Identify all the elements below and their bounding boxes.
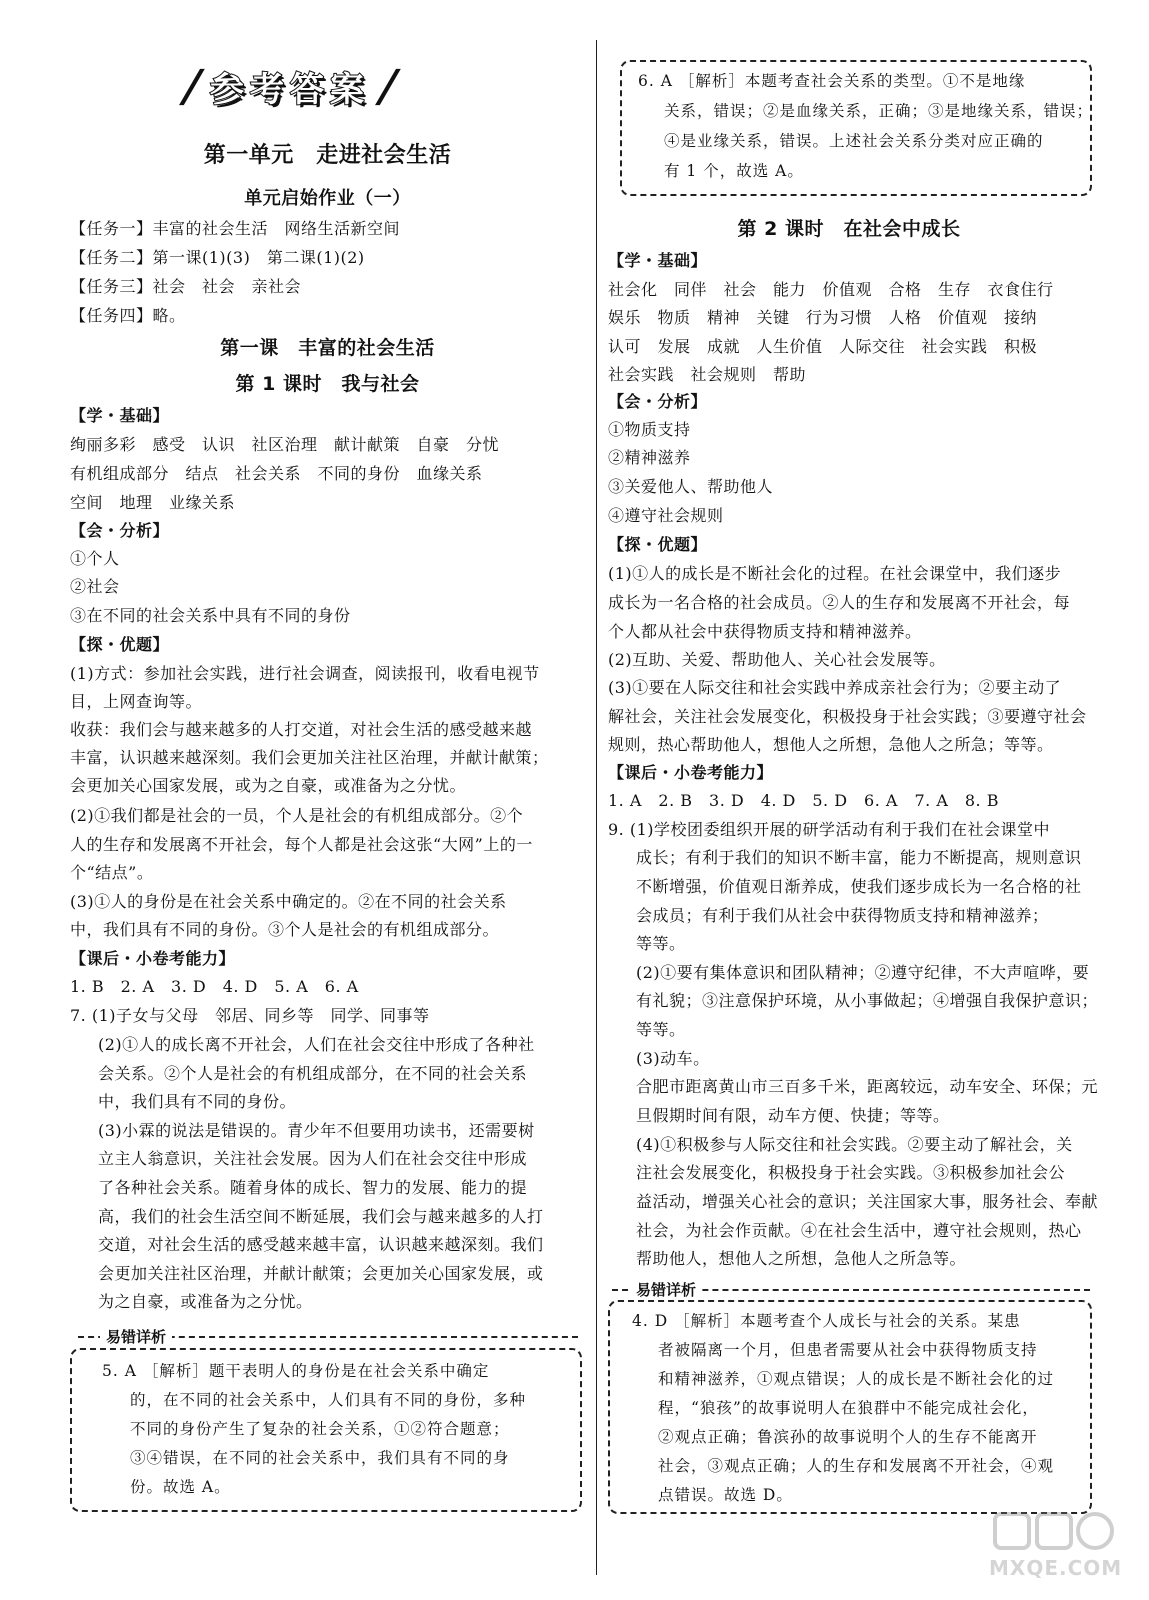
answer-line: 1. A 2. B 3. D 4. D 5. D 6. A 7. A 8. B [608, 791, 999, 810]
section-explore: 【探・优题】 [608, 535, 708, 554]
error-analysis-box-top [620, 60, 1092, 196]
task-line: 【任务三】社会 社会 亲社会 [70, 277, 302, 296]
answer-line: 7. (1)子女与父母 邻居、同乡等 同学、同事等 [70, 1006, 430, 1025]
box-line: 社会，③观点正确；人的生存和发展离不开社会，④观 [658, 1457, 1055, 1475]
column-divider [596, 40, 597, 1575]
text-line: 了各种社会关系。随着身体的成长、智力的发展、能力的提 [98, 1178, 528, 1197]
text-line: (4)①积极参与人际交往和社会实践。②要主动了解社会，关 [636, 1135, 1073, 1154]
text-line: 个“结点”。 [70, 863, 154, 882]
text-line: 合肥市距离黄山市三百多千米，距离较远，动车安全、环保；元 [636, 1077, 1099, 1096]
answer-line: 1. B 2. A 3. D 4. D 5. A 6. A [70, 977, 359, 996]
banner-slash-right: / [373, 60, 403, 112]
box-line: 不同的身份产生了复杂的社会关系，①②符合题意； [130, 1420, 510, 1438]
text-line: 注社会发展变化，积极投身于社会实践。③积极参加社会公 [636, 1163, 1066, 1182]
box-line: 和精神滋养，①观点错误；人的成长是不断社会化的过 [658, 1370, 1055, 1388]
text-line: 认可 发展 成就 人生价值 人际交往 社会实践 积极 [608, 337, 1038, 356]
text-line: 旦假期时间有限，动车方便、快捷；等等。 [636, 1106, 950, 1125]
box-line: ③④错误，在不同的社会关系中，我们具有不同的身 [130, 1449, 510, 1467]
text-line: (1)①人的成长是不断社会化的过程。在社会课堂中，我们逐步 [608, 564, 1062, 583]
text-line: ②精神滋养 [608, 448, 691, 467]
text-line: 会成员；有利于我们从社会中获得物质支持和精神滋养； [636, 906, 1049, 925]
section-basic: 【学・基础】 [608, 251, 708, 270]
section-explore: 【探・优题】 [70, 635, 170, 654]
section-analysis: 【会・分析】 [70, 521, 170, 540]
text-line: 成长；有利于我们的知识不断丰富，能力不断提高，规则意识 [636, 848, 1082, 867]
text-line: 规则，热心帮助他人，想他人之所想，急他人之所急；等等。 [608, 735, 1054, 754]
box-line: 4. D ［解析］本题考查个人成长与社会的关系。某患 [632, 1312, 1021, 1330]
text-line: (3)①要在人际交往和社会实践中养成亲社会行为；②要主动了 [608, 678, 1062, 697]
period-title: 第 1 课时 我与社会 [235, 373, 420, 395]
text-line: 人的生存和发展离不开社会，每个人都是社会这张“大网”上的一 [70, 835, 533, 854]
text-line: (2)互助、关爱、帮助他人、关心社会发展等。 [608, 650, 946, 669]
section-after-class: 【课后・小卷考能力】 [70, 949, 236, 968]
text-line: 中，我们具有不同的身份。 [98, 1092, 297, 1111]
period-title: 第 2 课时 在社会中成长 [737, 218, 961, 240]
text-line: 娱乐 物质 精神 关键 行为习惯 人格 价值观 接纳 [608, 308, 1038, 327]
text-line: ②社会 [70, 577, 120, 596]
text-line: (3)小霖的说法是错误的。青少年不但要用功读书，还需要树 [98, 1121, 535, 1140]
watermark-logo-icon [989, 1510, 1119, 1556]
task-line: 【任务一】丰富的社会生活 网络生活新空间 [70, 219, 401, 238]
text-line: 不断增强，价值观日渐养成，使我们逐步成长为一名合格的社 [636, 877, 1082, 896]
unit-title: 第一单元 走进社会生活 [203, 143, 452, 168]
text-line: 社会实践 社会规则 帮助 [608, 365, 807, 384]
error-analysis-box [608, 1300, 1092, 1514]
task-line: 【任务二】第一课(1)(3) 第二课(1)(2) [70, 248, 365, 267]
banner-title: 参考答案 [210, 69, 370, 110]
lesson-title: 第一课 丰富的社会生活 [220, 337, 435, 359]
text-line: 成长为一名合格的社会成员。②人的生存和发展离不开社会，每 [608, 593, 1071, 612]
text-line: 丰富，认识越来越深刻。我们会更加关注社区治理，并献计献策； [70, 748, 549, 767]
watermark-text: MXQE.COM [989, 1556, 1123, 1580]
text-line: 社会，为社会作贡献。④在社会生活中，遵守社会规则，热心 [636, 1221, 1082, 1240]
error-analysis-label: 易错详析 [100, 1326, 172, 1347]
text-line: 有礼貌；③注意保护环境，从小事做起；④增强自我保护意识； [636, 991, 1099, 1010]
site-watermark [989, 1510, 1123, 1580]
text-line: 益活动，增强关心社会的意识；关注国家大事，服务社会、奉献 [636, 1192, 1099, 1211]
box-line: 关系，错误；②是血缘关系，正确；③是地缘关系，错误； [664, 102, 1094, 120]
text-line: ①物质支持 [608, 420, 691, 439]
text-line: 等等。 [636, 1020, 686, 1039]
box-line: 的，在不同的社会关系中，人们具有不同的身份，多种 [130, 1391, 527, 1409]
text-line: 交道，对社会生活的感受越来越丰富，认识越来越深刻。我们 [98, 1235, 544, 1254]
text-line: 绚丽多彩 感受 认识 社区治理 献计献策 自豪 分忧 [70, 435, 500, 454]
text-line: 中，我们具有不同的身份。③个人是社会的有机组成部分。 [70, 920, 500, 939]
text-line: 会关系。②个人是社会的有机组成部分，在不同的社会关系 [98, 1064, 528, 1083]
text-line: (1)方式：参加社会实践，进行社会调查，阅读报刊，收看电视节 [70, 664, 540, 683]
text-line: 收获：我们会与越来越多的人打交道，对社会生活的感受越来越 [70, 720, 533, 739]
text-line: ③在不同的社会关系中具有不同的身份 [70, 606, 351, 625]
box-line: ④是业缘关系，错误。上述社会关系分类对应正确的 [664, 132, 1044, 150]
text-line: 个人都从社会中获得物质支持和精神滋养。 [608, 622, 922, 641]
text-line: ①个人 [70, 549, 120, 568]
text-line: 有机组成部分 结点 社会关系 不同的身份 血缘关系 [70, 464, 483, 483]
text-line: ③关爱他人、帮助他人 [608, 477, 774, 496]
text-line: (2)①要有集体意识和团队精神；②遵守纪律，不大声喧哗，要 [636, 963, 1090, 982]
text-line: (3)①人的身份是在社会关系中确定的。②在不同的社会关系 [70, 892, 507, 911]
text-line: 解社会，关注社会发展变化，积极投身于社会实践；③要遵守社会 [608, 707, 1087, 726]
error-analysis-label: 易错详析 [630, 1279, 702, 1300]
text-line: 会更加关心国家发展，或为之自豪，或准备为之分忧。 [70, 776, 467, 795]
text-line: (2)①人的成长离不开社会，人们在社会交往中形成了各种社 [98, 1035, 535, 1054]
text-line: ④遵守社会规则 [608, 506, 724, 525]
text-line: 空间 地理 业缘关系 [70, 493, 236, 512]
text-line: 帮助他人，想他人之所想，急他人之所急等。 [636, 1249, 967, 1268]
error-analysis-box [70, 1348, 582, 1512]
task-line: 【任务四】略。 [70, 306, 186, 325]
text-line: 高，我们的社会生活空间不断延展，我们会与越来越多的人打 [98, 1207, 544, 1226]
section-after-class: 【课后・小卷考能力】 [608, 763, 774, 782]
text-line: 社会化 同伴 社会 能力 价值观 合格 生存 衣食住行 [608, 280, 1054, 299]
text-line: (3)动车。 [636, 1049, 710, 1068]
box-line: 程，“狼孩”的故事说明人在狼群中不能完成社会化， [658, 1399, 1039, 1417]
box-line: ②观点正确；鲁滨孙的故事说明个人的生存不能离开 [658, 1428, 1038, 1446]
section-basic: 【学・基础】 [70, 406, 170, 425]
answer-line: 9. (1)学校团委组织开展的研学活动有利于我们在社会课堂中 [608, 820, 1051, 839]
text-line: 会更加关注社区治理，并献计献策；会更加关心国家发展，或 [98, 1264, 544, 1283]
box-line: 份。故选 A。 [130, 1478, 231, 1496]
text-line: (2)①我们都是社会的一员，个人是社会的有机组成部分。②个 [70, 806, 524, 825]
banner-slash-left: / [177, 60, 207, 112]
box-line: 者被隔离一个月，但患者需要从社会中获得物质支持 [658, 1341, 1038, 1359]
box-line: 6. A ［解析］本题考查社会关系的类型。①不是地缘 [638, 72, 1026, 90]
text-line: 立主人翁意识，关注社会发展。因为人们在社会交往中形成 [98, 1149, 528, 1168]
box-line: 5. A ［解析］题干表明人的身份是在社会关系中确定 [102, 1362, 490, 1380]
box-line: 点错误。故选 D。 [658, 1486, 793, 1504]
text-line: 目，上网查询等。 [70, 692, 203, 711]
text-line: 等等。 [636, 934, 686, 953]
text-line: 为之自豪，或准备为之分忧。 [98, 1292, 313, 1311]
answer-banner [140, 60, 440, 112]
box-line: 有 1 个，故选 A。 [664, 162, 804, 180]
start-assignment-title: 单元启始作业（一） [244, 188, 411, 209]
section-analysis: 【会・分析】 [608, 392, 708, 411]
